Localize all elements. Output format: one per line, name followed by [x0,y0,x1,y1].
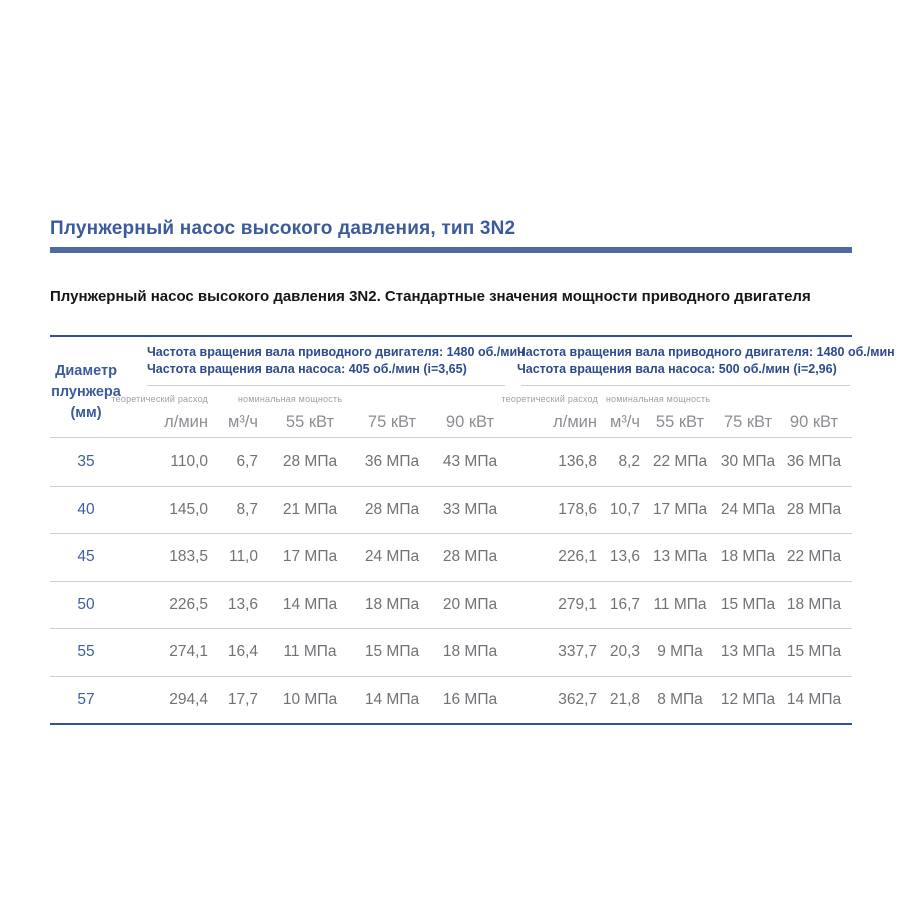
col-header-lmin-g2: л/мин [553,413,597,431]
flow-lmin-value-g1: 145,0 [169,500,208,518]
pump-power-table [50,335,895,725]
table-row [50,533,852,581]
column-header-row [50,386,852,438]
flow-sublabel-group1: теоретический расход [111,394,208,404]
flow-m3h-value-g2: 21,8 [609,690,640,708]
flow-m3h-value-g2: 16,7 [609,595,640,613]
flow-lmin-value-g2: 362,7 [558,690,597,708]
diameter-header-line1: Диаметр [55,363,117,379]
diameter-value: 55 [77,643,95,661]
pressure-75kw-g2: 15 МПа [720,595,776,613]
flow-lmin-value-g2: 136,8 [558,452,597,470]
pressure-55kw-g1: 11 МПа [283,643,337,661]
pressure-90kw-g2: 18 МПа [786,595,842,613]
col-header-55kw-g2: 55 кВт [655,413,705,431]
col-header-m3h-g1: м³/ч [227,413,258,431]
diameter-value: 45 [77,548,95,566]
table-row [50,628,852,676]
pressure-55kw-g1: 17 МПа [282,548,338,566]
pressure-75kw-g2: 13 МПа [720,643,776,661]
pressure-90kw-g2: 22 МПа [786,548,842,566]
flow-lmin-value-g2: 279,1 [558,595,597,613]
table-row [50,581,852,629]
flow-lmin-value-g1: 274,1 [169,643,208,661]
flow-m3h-value-g1: 8,7 [236,500,258,518]
diameter-header-line3: (мм) [70,405,102,421]
flow-lmin-value-g2: 178,6 [558,500,597,518]
flow-m3h-value-g1: 17,7 [227,690,258,708]
pressure-55kw-g2: 11 МПа [653,595,707,613]
table-row [50,438,852,486]
flow-sublabel-group2: теоретический расход [501,394,598,404]
pressure-55kw-g1: 14 МПа [282,595,338,613]
pressure-90kw-g1: 43 МПа [442,452,498,470]
pump-speed-line: Частота вращения вала насоса: 500 об./мин (i=2,96) [517,361,837,376]
pressure-75kw-g1: 24 МПа [364,548,420,566]
diameter-value: 50 [77,595,95,613]
pressure-75kw-g1: 18 МПа [364,595,420,613]
pressure-55kw-g2: 8 МПа [657,690,703,708]
motor-speed-line: Частота вращения вала приводного двигателя: 1480 об./мин [517,345,895,359]
pressure-55kw-g1: 10 МПа [282,690,338,708]
pressure-55kw-g1: 21 МПа [282,500,338,518]
flow-m3h-value-g2: 8,2 [618,452,640,470]
pressure-75kw-g2: 24 МПа [720,500,776,518]
pressure-55kw-g2: 22 МПа [652,452,708,470]
diameter-value: 40 [77,500,95,518]
flow-m3h-value-g2: 13,6 [609,548,640,566]
motor-speed-line: Частота вращения вала приводного двигателя: 1480 об./мин [147,345,525,359]
flow-lmin-value-g1: 110,0 [170,452,208,470]
pressure-90kw-g2: 14 МПа [786,690,842,708]
pressure-90kw-g2: 36 МПа [786,452,842,470]
pressure-90kw-g2: 28 МПа [786,500,842,518]
pressure-90kw-g1: 28 МПа [442,548,498,566]
table-body [50,438,852,723]
pressure-55kw-g1: 28 МПа [282,452,338,470]
flow-m3h-value-g1: 16,4 [227,643,258,661]
diameter-value: 35 [77,452,95,470]
diameter-value: 57 [77,690,95,708]
flow-lmin-value-g1: 226,5 [169,595,208,613]
pressure-90kw-g2: 15 МПа [786,643,842,661]
pressure-75kw-g1: 36 МПа [364,452,420,470]
flow-m3h-value-g2: 10,7 [609,500,640,518]
speed-group-header-405 [147,344,525,377]
table-header [50,337,895,438]
power-sublabel-group1: номинальная мощность [237,394,343,404]
col-header-75kw-g1: 75 кВт [367,413,417,431]
flow-lmin-value-g2: 226,1 [558,548,597,566]
speed-group-header-500 [517,344,895,377]
col-header-90kw-g1: 90 кВт [445,413,495,431]
pressure-55kw-g2: 17 МПа [652,500,708,518]
pressure-75kw-g2: 12 МПа [720,690,776,708]
table-row [50,486,852,534]
col-header-lmin-g1: л/мин [164,413,208,431]
flow-m3h-value-g1: 6,7 [236,452,258,470]
pressure-90kw-g1: 20 МПа [442,595,498,613]
pressure-90kw-g1: 33 МПа [442,500,498,518]
flow-lmin-value-g2: 337,7 [558,643,597,661]
table-caption: Плунжерный насос высокого давления 3N2. Стандартные значения мощности приводного двигателя [50,288,811,305]
column-headers [50,413,852,432]
pressure-75kw-g1: 15 МПа [364,643,420,661]
diameter-header-line2: плунжера [51,384,121,400]
col-header-m3h-g2: м³/ч [609,413,640,431]
flow-m3h-value-g1: 11,0 [228,548,258,566]
power-sublabel-group2: номинальная мощность [605,394,711,404]
pressure-55kw-g2: 13 МПа [652,548,708,566]
flow-m3h-value-g1: 13,6 [227,595,258,613]
title-underline-bar [50,247,852,253]
flow-lmin-value-g1: 294,4 [169,690,208,708]
flow-lmin-value-g1: 183,5 [169,548,208,566]
col-header-90kw-g2: 90 кВт [789,413,839,431]
pressure-55kw-g2: 9 МПа [657,643,703,661]
pressure-75kw-g1: 14 МПа [364,690,420,708]
flow-m3h-value-g2: 20,3 [609,643,640,661]
pump-speed-line: Частота вращения вала насоса: 405 об./мин (i=3,65) [147,361,467,376]
page-title: Плунжерный насос высокого давления, тип 3N2 [50,218,516,239]
table-row [50,676,852,724]
pressure-90kw-g1: 16 МПа [442,690,498,708]
col-header-75kw-g2: 75 кВт [723,413,773,431]
pressure-75kw-g2: 30 МПа [720,452,776,470]
pressure-75kw-g2: 18 МПа [720,548,776,566]
col-header-55kw-g1: 55 кВт [285,413,335,431]
pressure-90kw-g1: 18 МПа [442,643,498,661]
pressure-75kw-g1: 28 МПа [364,500,420,518]
